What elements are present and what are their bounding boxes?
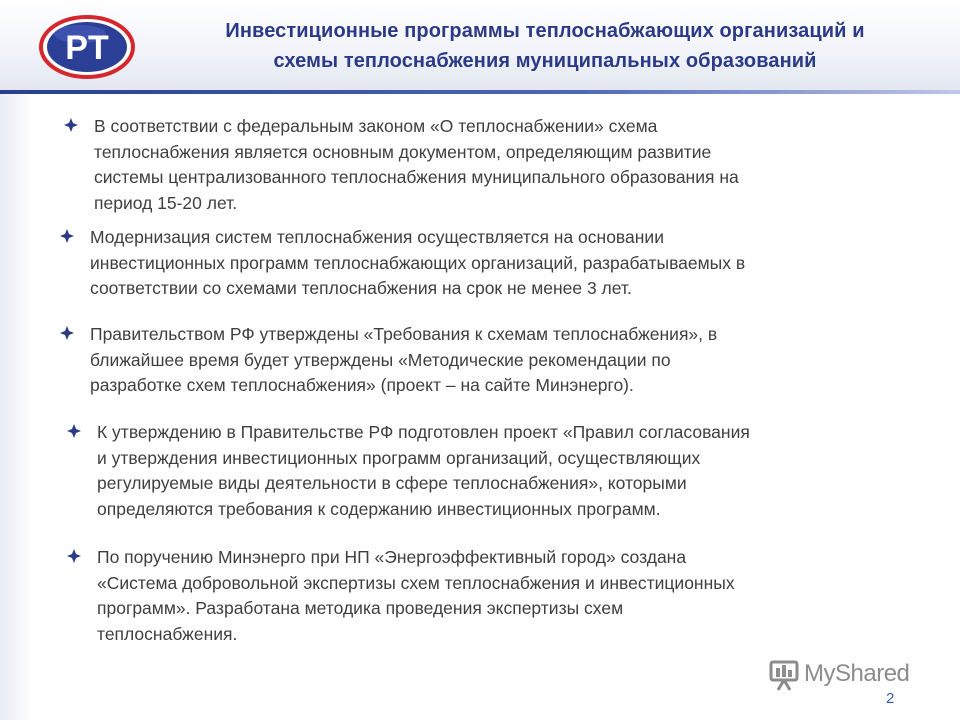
bullet-1-line-3: системы централизованного теплоснабжения муниципального образования на <box>94 167 739 187</box>
logo-text: PT <box>65 29 109 67</box>
bullet-3-line-1: Правительством РФ утверждены «Требования к схемам теплоснабжения», в <box>90 324 718 344</box>
bullet-5-line-3: программ». Разработана методика проведения экспертизы схем <box>97 598 624 618</box>
diamond-bullet-icon <box>60 326 74 340</box>
bullet-5-line-2: «Система добровольной экспертизы схем теплоснабжения и инвестиционных <box>97 572 735 593</box>
bullet-4-line-3: регулируемые виды деятельности в сфере теплоснабжения», которыми <box>97 473 687 493</box>
bullet-4-line-2: и утверждения инвестиционных программ организаций, осуществляющих <box>97 447 701 468</box>
bullet-2-line-1: Модернизация систем теплоснабжения осуществляется на основании <box>90 227 664 247</box>
diamond-bullet-icon <box>64 118 78 132</box>
bullet-item-2 <box>90 225 745 302</box>
myshared-watermark <box>766 656 926 696</box>
bullet-5-line-4: теплоснабжения. <box>97 623 238 644</box>
title-line-1: Инвестиционные программы теплоснабжающих организаций и <box>225 20 865 42</box>
bullet-1-line-4: период 15-20 лет. <box>94 192 238 213</box>
page-title <box>150 16 940 76</box>
title-line-2: схемы теплоснабжения муниципальных образований <box>273 50 817 72</box>
bullet-2-line-3: соответствии со схемами теплоснабжения на срок не менее 3 лет. <box>90 278 632 298</box>
bullet-5-line-1: По поручению Минэнерго при НП «Энергоэффективный город» создана <box>97 547 687 567</box>
left-decorative-panel <box>0 94 32 720</box>
presentation-icon <box>768 658 800 692</box>
bullet-item-5 <box>97 545 735 647</box>
bullet-1-line-1: В соответствии с федеральным законом «О теплоснабжении» схема <box>94 116 658 136</box>
diamond-bullet-icon <box>60 229 74 243</box>
bullet-item-3 <box>90 322 717 399</box>
bullet-item-1 <box>94 114 739 216</box>
bullet-4-line-1: К утверждению в Правительстве РФ подготовлен проект «Правил согласования <box>97 422 750 442</box>
rt-logo <box>38 14 136 80</box>
bullet-item-4 <box>97 420 750 522</box>
page-number: 2 <box>886 690 895 707</box>
watermark-text: MyShared <box>804 660 910 687</box>
diamond-bullet-icon <box>67 424 81 438</box>
bullet-3-line-2: ближайшее время будет утверждены «Методические рекомендации по <box>90 349 671 370</box>
bullet-4-line-4: определяются требования к содержанию инвестиционных программ. <box>97 498 661 519</box>
diamond-bullet-icon <box>67 549 81 563</box>
bullet-3-line-3: разработке схем теплоснабжения» (проект – на сайте Минэнерго). <box>90 375 634 395</box>
header-divider <box>0 90 960 94</box>
bullet-2-line-2: инвестиционных программ теплоснабжающих организаций, разрабатываемых в <box>90 252 746 273</box>
bullet-1-line-2: теплоснабжения является основным документом, определяющим развитие <box>94 141 712 162</box>
